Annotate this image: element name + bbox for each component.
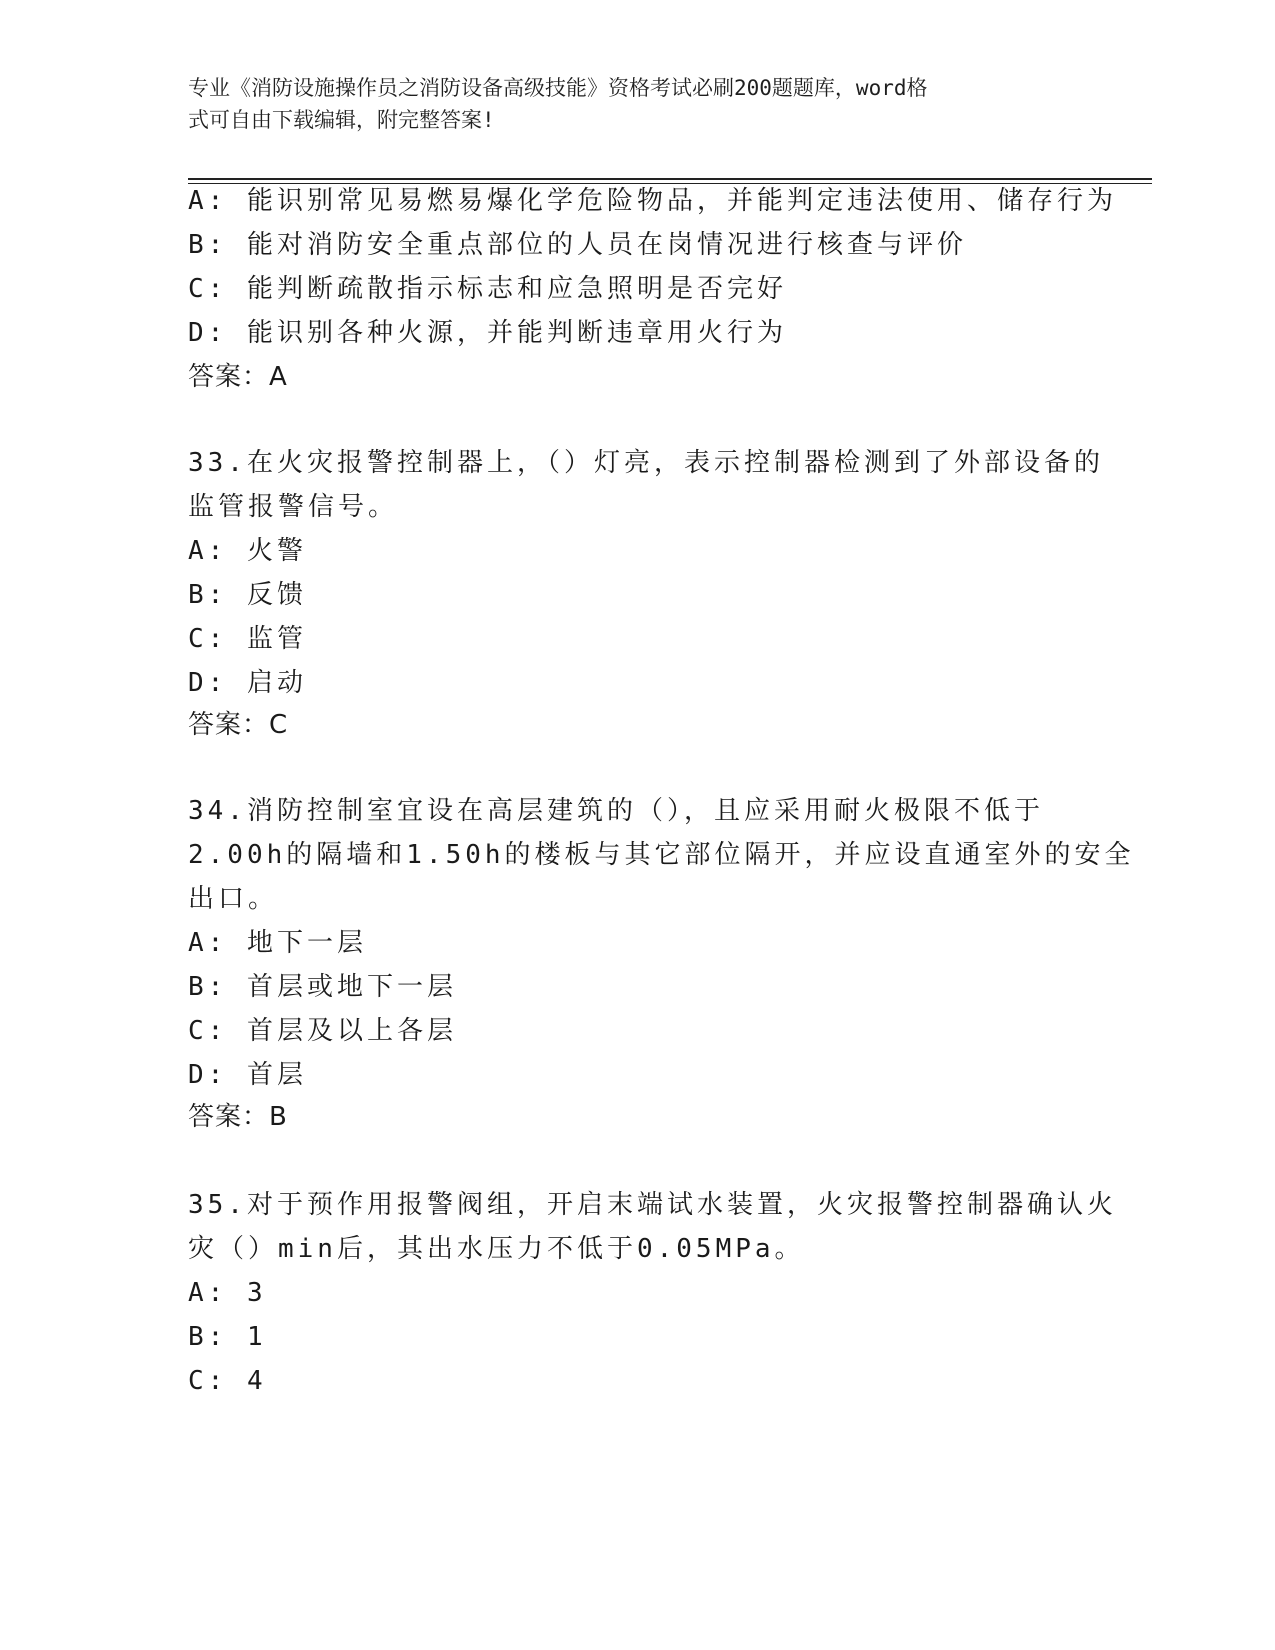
q32-option-a: A: 能识别常见易燃易爆化学危险物品，并能判定违法使用、储存行为: [188, 186, 1117, 216]
q34-option-b: B: 首层或地下一层: [188, 972, 457, 1002]
q35-option-c: C: 4: [188, 1366, 267, 1396]
q35-stem-line-2: 灾（）min后，其出水压力不低于0.05MPa。: [188, 1234, 805, 1264]
q34-stem-line-2: 2.00h的隔墙和1.50h的楼板与其它部位隔开，并应设直通室外的安全: [188, 840, 1135, 870]
q35-stem-line-1: 35.对于预作用报警阀组，开启末端试水装置，火灾报警控制器确认火: [188, 1190, 1117, 1220]
q34-stem-line-1: 34.消防控制室宜设在高层建筑的（），且应采用耐火极限不低于: [188, 796, 1044, 826]
q33-answer: 答案：C: [188, 710, 289, 740]
q34-stem-line-3: 出口。: [188, 884, 279, 914]
q33-option-b: B: 反馈: [188, 580, 307, 610]
header-line-1: 专业《消防设施操作员之消防设备高级技能》资格考试必刷200题题库，word格: [188, 76, 928, 100]
q34-answer: 答案：B: [188, 1102, 288, 1132]
q35-option-b: B: 1: [188, 1322, 267, 1352]
q34-option-a: A: 地下一层: [188, 928, 367, 958]
q32-option-d: D: 能识别各种火源，并能判断违章用火行为: [188, 318, 787, 348]
q32-answer: 答案：A: [188, 362, 288, 392]
q32-option-b: B: 能对消防安全重点部位的人员在岗情况进行核查与评价: [188, 230, 967, 260]
q35-option-a: A: 3: [188, 1278, 267, 1308]
header-divider-thick: [188, 178, 1152, 180]
header-line-2: 式可自由下载编辑，附完整答案!: [188, 108, 495, 132]
document-header: [188, 72, 1078, 136]
q33-option-c: C: 监管: [188, 624, 307, 654]
q33-option-d: D: 启动: [188, 668, 307, 698]
q34-option-c: C: 首层及以上各层: [188, 1016, 457, 1046]
q34-option-d: D: 首层: [188, 1060, 307, 1090]
q32-option-c: C: 能判断疏散指示标志和应急照明是否完好: [188, 274, 787, 304]
q33-stem-line-1: 33.在火灾报警控制器上，（）灯亮，表示控制器检测到了外部设备的: [188, 448, 1104, 478]
q33-option-a: A: 火警: [188, 536, 307, 566]
q33-stem-line-2: 监管报警信号。: [188, 492, 399, 522]
